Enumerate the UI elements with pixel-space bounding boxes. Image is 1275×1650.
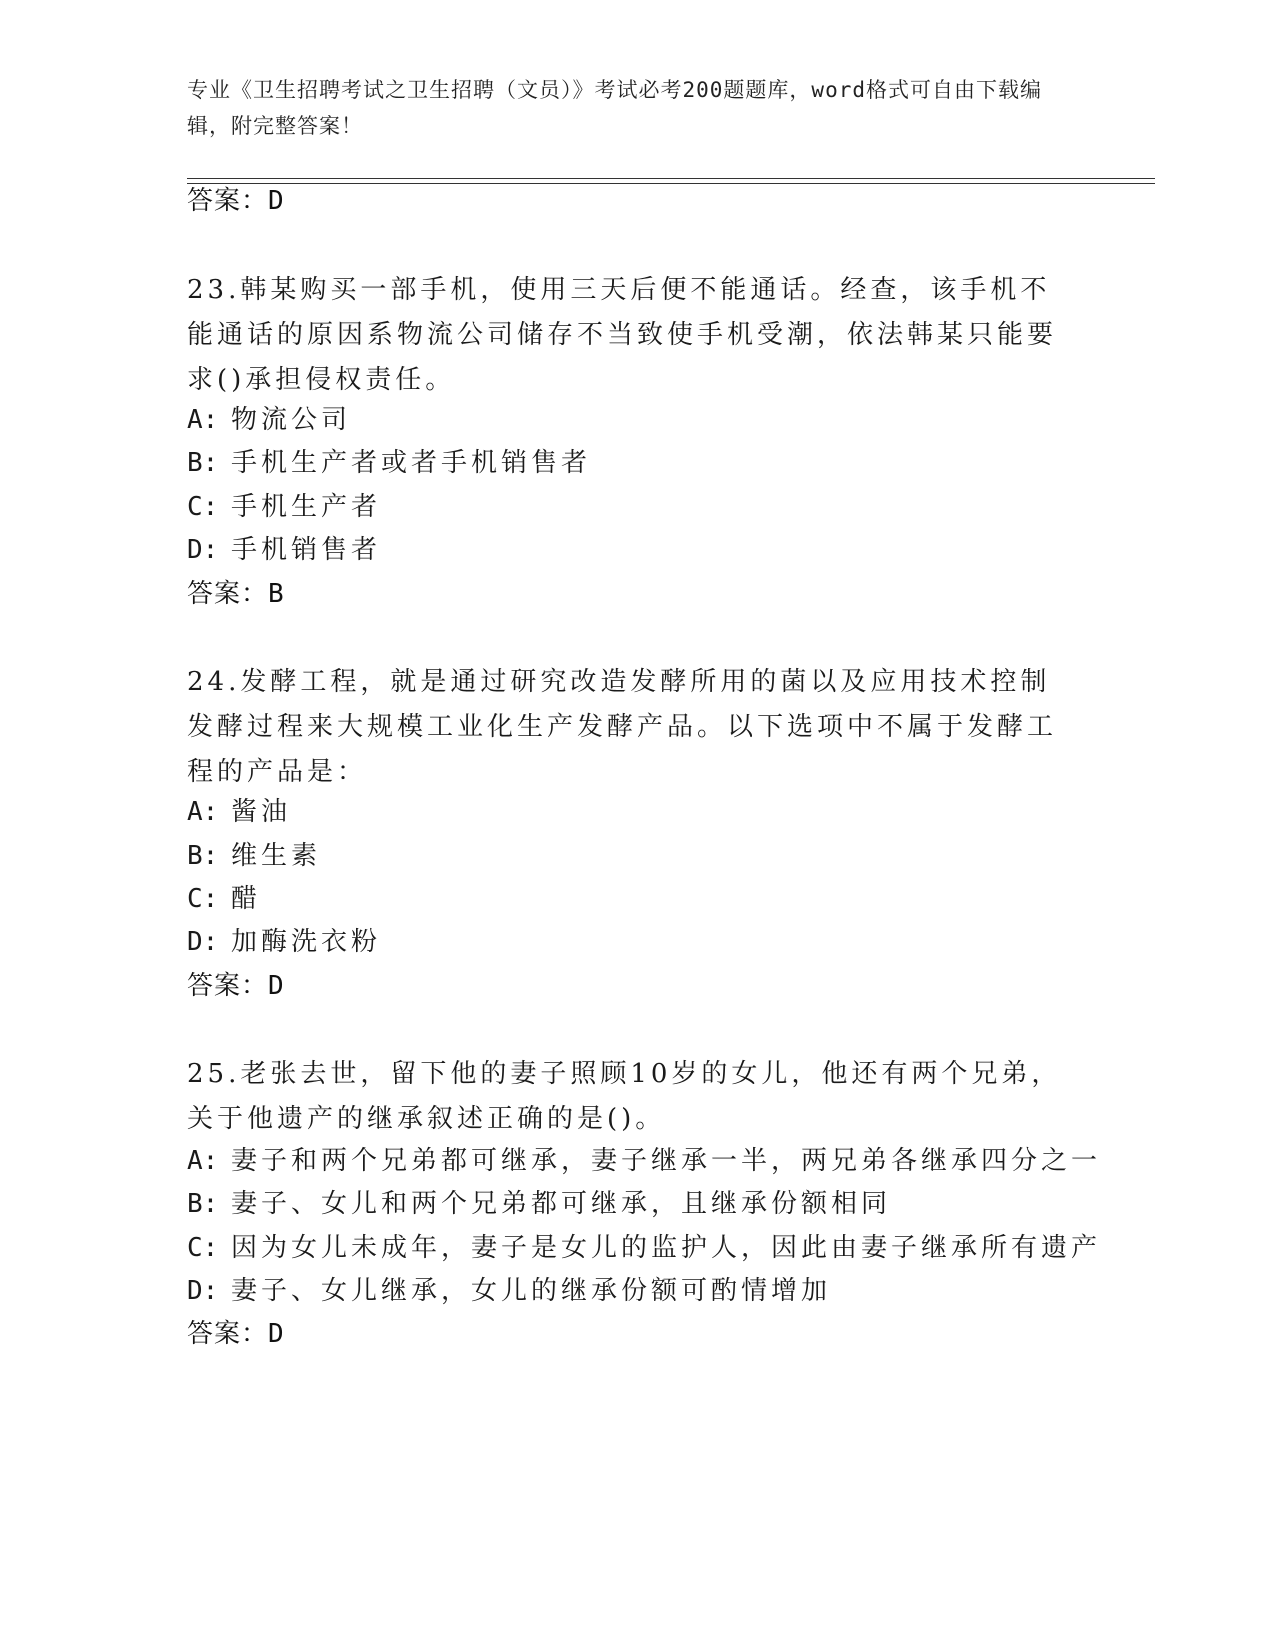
answer-value: D bbox=[268, 1319, 285, 1349]
header-divider-top bbox=[187, 178, 1155, 179]
option-text: 妻子、女儿和两个兄弟都可继承，且继承份额相同 bbox=[231, 1189, 892, 1219]
option-label: A: bbox=[187, 797, 219, 827]
question-25-text: 25.老张去世，留下他的妻子照顾10岁的女儿，他还有两个兄弟，关于他遗产的继承叙述正确的是()。 bbox=[187, 1059, 1062, 1134]
question-25-option-a bbox=[187, 1139, 1101, 1184]
option-label: B: bbox=[187, 1189, 219, 1219]
question-25-option-c bbox=[187, 1226, 1101, 1271]
question-24-answer bbox=[187, 969, 285, 1003]
answer-value: D bbox=[268, 971, 285, 1001]
option-label: A: bbox=[187, 405, 219, 435]
question-24-option-b bbox=[187, 834, 321, 879]
question-23-text: 23.韩某购买一部手机，使用三天后便不能通话。经查，该手机不能通话的原因系物流公司储存不当致使手机受潮，依法韩某只能要求()承担侵权责任。 bbox=[187, 275, 1058, 395]
option-label: B: bbox=[187, 448, 219, 478]
question-24-option-a bbox=[187, 790, 291, 835]
option-text: 手机销售者 bbox=[231, 535, 382, 565]
question-24-option-c bbox=[187, 877, 261, 922]
question-24-option-d bbox=[187, 920, 381, 965]
header-divider-bottom bbox=[187, 183, 1155, 184]
option-text: 醋 bbox=[231, 884, 262, 914]
option-text: 因为女儿未成年，妻子是女儿的监护人，因此由妻子继承所有遗产 bbox=[231, 1233, 1102, 1263]
option-text: 酱油 bbox=[231, 797, 292, 827]
question-23-answer bbox=[187, 577, 285, 611]
question-23-option-c bbox=[187, 485, 381, 530]
question-25-option-d bbox=[187, 1269, 831, 1314]
option-text: 维生素 bbox=[231, 841, 322, 871]
option-label: A: bbox=[187, 1146, 219, 1176]
answer-value: D bbox=[268, 186, 285, 216]
option-label: B: bbox=[187, 841, 219, 871]
option-label: D: bbox=[187, 927, 219, 957]
option-text: 加酶洗衣粉 bbox=[231, 927, 382, 957]
question-25-option-b bbox=[187, 1182, 891, 1227]
question-24-text: 24.发酵工程，就是通过研究改造发酵所用的菌以及应用技术控制发酵过程来大规模工业化生产发酵产品。以下选项中不属于发酵工程的产品是： bbox=[187, 667, 1058, 787]
option-text: 妻子和两个兄弟都可继承，妻子继承一半，两兄弟各继承四分之一 bbox=[231, 1146, 1102, 1176]
question-23-option-d bbox=[187, 528, 381, 573]
option-label: D: bbox=[187, 1276, 219, 1306]
option-text: 手机生产者或者手机销售者 bbox=[231, 448, 592, 478]
option-text: 物流公司 bbox=[231, 405, 352, 435]
option-label: D: bbox=[187, 535, 219, 565]
option-text: 妻子、女儿继承，女儿的继承份额可酌情增加 bbox=[231, 1276, 832, 1306]
answer-label: 答案： bbox=[187, 971, 269, 1001]
previous-answer bbox=[187, 184, 285, 218]
question-23-option-b bbox=[187, 441, 591, 486]
answer-label: 答案： bbox=[187, 1319, 269, 1349]
answer-value: B bbox=[268, 579, 285, 609]
option-label: C: bbox=[187, 884, 219, 914]
question-25-answer bbox=[187, 1317, 285, 1351]
option-label: C: bbox=[187, 1233, 219, 1263]
question-23-option-a bbox=[187, 398, 351, 443]
document-header: 专业《卫生招聘考试之卫生招聘（文员）》考试必考200题题库，word格式可自由下载编辑，附完整答案！ bbox=[187, 78, 1042, 138]
answer-label: 答案： bbox=[187, 579, 269, 609]
option-text: 手机生产者 bbox=[231, 492, 382, 522]
option-label: C: bbox=[187, 492, 219, 522]
answer-label: 答案： bbox=[187, 186, 269, 216]
